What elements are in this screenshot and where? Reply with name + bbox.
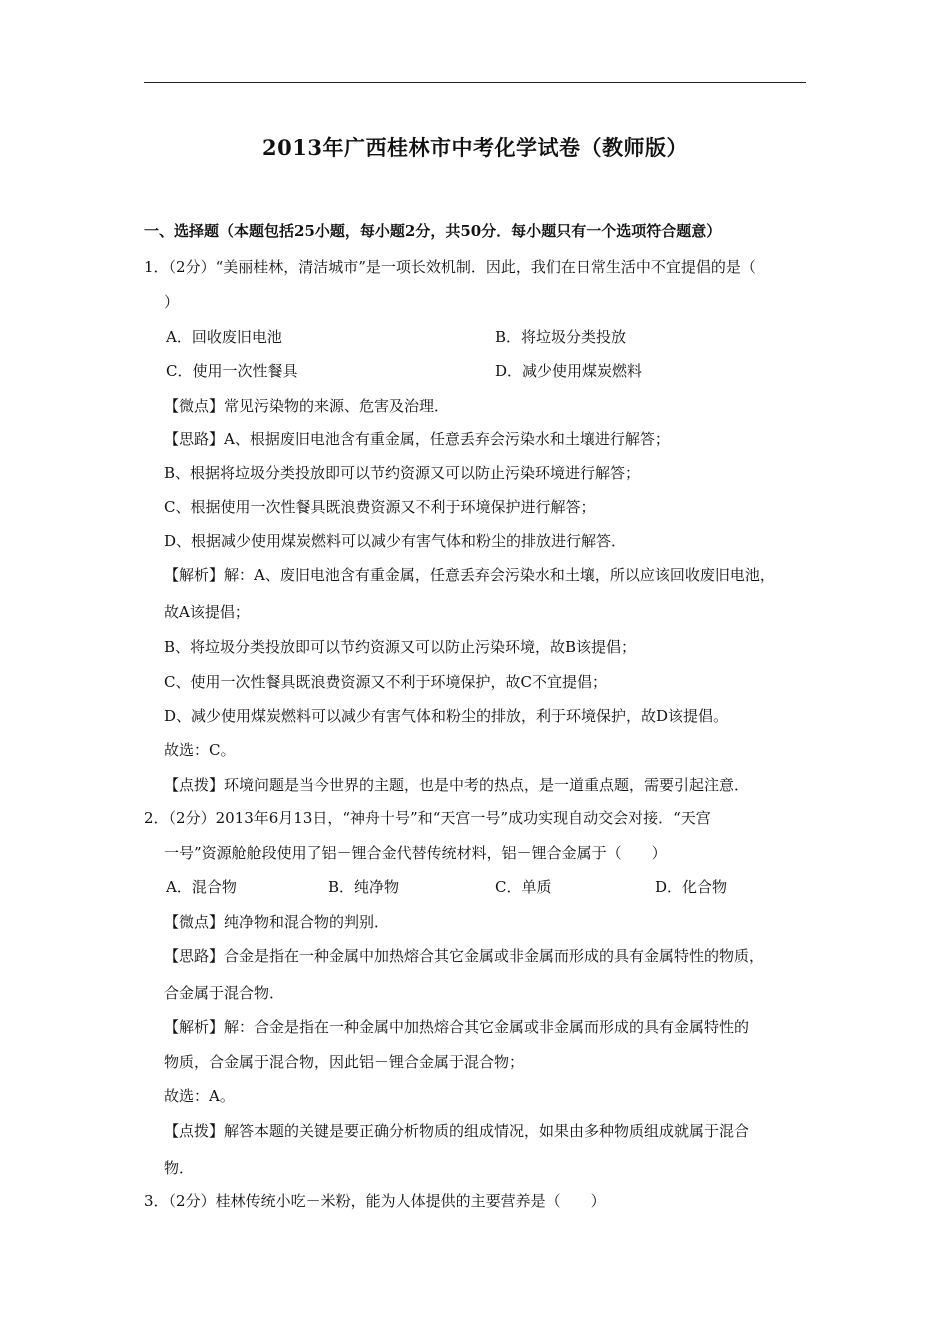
q1-option-a: A．回收废旧电池 <box>166 328 282 346</box>
q3-stem: 3．（2分）桂林传统小吃－米粉，能为人体提供的主要营养是（ ） <box>144 1192 606 1210</box>
page-title: 2013年广西桂林市中考化学试卷（教师版） <box>262 135 688 160</box>
q1-silu-3: C、根据使用一次性餐具既浪费资源又不利于环境保护进行解答； <box>164 498 596 516</box>
q2-option-c: C．单质 <box>495 878 552 896</box>
q1-stem-cont: ） <box>164 293 180 311</box>
q2-option-a: A．混合物 <box>166 878 237 896</box>
q2-jiexi-1: 【解析】解：合金是指在一种金属中加热熔合其它金属或非金属而形成的具有金属特性的 <box>164 1018 750 1036</box>
q2-option-b: B．纯净物 <box>328 878 400 896</box>
q2-option-d: D．化合物 <box>655 878 728 896</box>
q1-option-d: D．减少使用煤炭燃料 <box>495 362 643 380</box>
q1-jiexi-2: 故A该提倡； <box>164 603 250 621</box>
q2-weidian: 【微点】纯净物和混合物的判别． <box>164 913 390 931</box>
q2-silu-2: 合金属于混合物． <box>164 984 285 1002</box>
q1-jiexi-5: D、减少使用煤炭燃料可以减少有害气体和粉尘的排放，利于环境保护，故D该提倡。 <box>164 707 729 725</box>
header-rule <box>144 82 806 83</box>
q2-dianbo-1: 【点拨】解答本题的关键是要正确分析物质的组成情况，如果由多种物质组成就属于混合 <box>164 1122 750 1140</box>
q2-answer: 故选：A。 <box>164 1087 235 1105</box>
q1-weidian: 【微点】常见污染物的来源、危害及治理． <box>164 397 450 415</box>
q2-jiexi-2: 物质，合金属于混合物，因此铝－锂合金属于混合物； <box>164 1053 525 1071</box>
q1-jiexi-3: B、将垃圾分类投放即可以节约资源又可以防止污染环境，故B该提倡； <box>164 638 637 656</box>
q1-silu-2: B、根据将垃圾分类投放即可以节约资源又可以防止污染环境进行解答； <box>164 464 641 482</box>
q1-stem: 1．（2分）“美丽桂林，清洁城市”是一项长效机制．因此，我们在日常生活中不宜提倡的是（ <box>144 258 756 276</box>
q2-silu-1: 【思路】合金是指在一种金属中加热熔合其它金属或非金属而形成的具有金属特性的物质， <box>164 947 765 965</box>
q1-option-b: B．将垃圾分类投放 <box>495 328 627 346</box>
q2-stem-cont: 一号”资源舱舱段使用了铝－锂合金代替传统材料，铝－锂合金属于（ ） <box>164 844 667 862</box>
q1-jiexi-4: C、使用一次性餐具既浪费资源又不利于环境保护，故C不宜提倡； <box>164 673 607 691</box>
q1-silu-1: 【思路】A、根据废旧电池含有重金属，任意丢弃会污染水和土壤进行解答； <box>164 430 670 448</box>
q1-dianbo: 【点拨】环境问题是当今世界的主题，也是中考的热点，是一道重点题，需要引起注意． <box>164 776 750 794</box>
q1-jiexi-1: 【解析】解：A、废旧电池含有重金属，任意丢弃会污染水和土壤，所以应该回收废旧电池， <box>164 566 775 584</box>
q1-silu-4: D、根据减少使用煤炭燃料可以减少有害气体和粉尘的排放进行解答． <box>164 532 627 550</box>
q1-answer: 故选：C。 <box>164 741 236 759</box>
q1-option-c: C．使用一次性餐具 <box>166 362 298 380</box>
q2-stem: 2．（2分）2013年6月13日，“神舟十号”和“天宫一号”成功实现自动交会对接．“天宫 <box>144 809 711 827</box>
section-heading: 一、选择题（本题包括25小题，每小题2分，共50分．每小题只有一个选项符合题意） <box>144 222 722 240</box>
q2-dianbo-2: 物． <box>164 1159 195 1177</box>
